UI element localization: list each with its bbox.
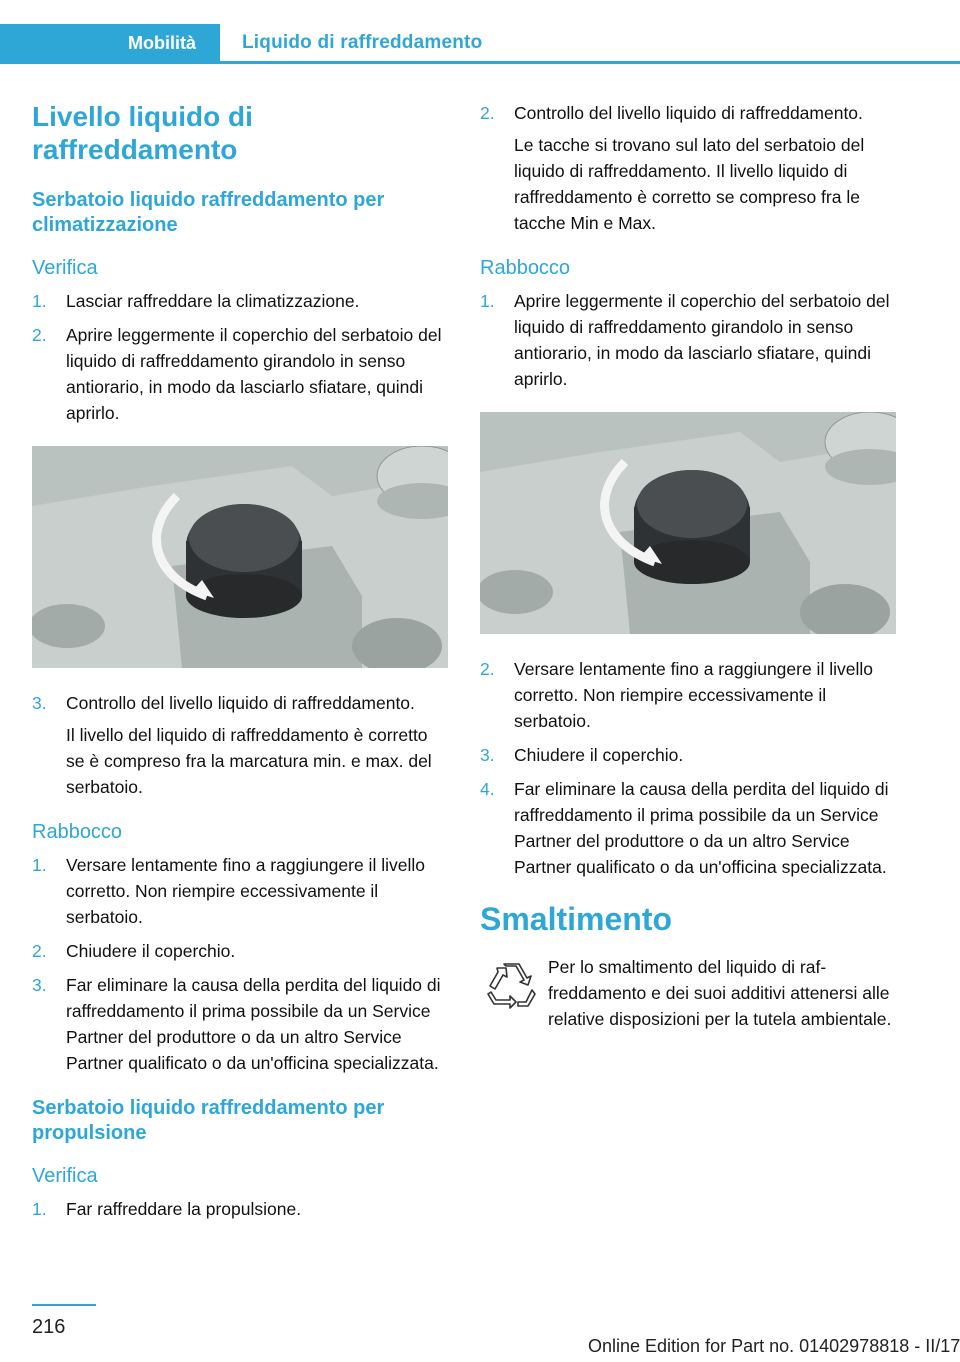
list-item <box>480 100 896 236</box>
steps-list <box>32 288 448 426</box>
step-number: 3. <box>32 693 47 713</box>
left-column <box>32 100 448 1242</box>
steps-list <box>480 100 896 236</box>
step-text: Far eliminare la causa della perdita del liquido di raffreddamento il prima possibile da un Service Partner del produttore o da un altro Service Partner qualificato o da un'officina specializzata. <box>514 779 889 877</box>
step-number: 2. <box>480 103 495 123</box>
step-number: 2. <box>32 941 47 961</box>
edition-note: Online Edition for Part no. 01402978818 - II/17 <box>588 1336 960 1356</box>
list-item <box>480 776 896 880</box>
step-number: 1. <box>32 291 47 311</box>
subheading-rabbocco: Rabbocco <box>32 821 123 843</box>
step-note: Il livello del liquido di raffreddamento è corretto se è compreso fra la marcatura min. e max. del serbatoio. <box>66 725 432 797</box>
disposal-note <box>480 954 896 1032</box>
step-number: 1. <box>32 1199 47 1219</box>
right-column <box>480 100 896 1032</box>
list-item <box>32 972 448 1076</box>
page-number: 216 <box>32 1316 66 1338</box>
step-number: 3. <box>32 975 47 995</box>
list-item <box>32 288 448 314</box>
page-title: Livello liquido di raffreddamento <box>32 101 253 165</box>
step-text: Chiudere il coperchio. <box>66 941 236 961</box>
step-text: Far raffreddare la propulsione. <box>66 1199 302 1219</box>
header-chapter-title: Liquido di raffreddamento <box>242 32 483 53</box>
steps-list <box>32 852 448 1076</box>
step-number: 1. <box>480 291 495 311</box>
header-rule <box>0 61 960 64</box>
steps-list <box>480 288 896 392</box>
step-text: Aprire leggermente il coperchio del serbatoio del liquido di raffreddamento girandolo in senso antiorario, in modo da lasciarlo sfiatare, quindi aprirlo. <box>514 291 890 389</box>
coolant-cap-photo <box>480 412 896 634</box>
subheading-rabbocco: Rabbocco <box>480 257 571 279</box>
list-item <box>32 938 448 964</box>
section-heading-propulsione: Serbatoio liquido raffreddamento per propulsione <box>32 1097 385 1144</box>
list-item <box>32 322 448 426</box>
step-text: Versare lentamente fino a raggiungere il livello corretto. Non riempire eccessivamente il serbatoio. <box>66 855 425 927</box>
list-item <box>480 656 896 734</box>
list-item <box>32 690 448 800</box>
step-text: Far eliminare la causa della perdita del liquido di raffreddamento il prima possibile da un Service Partner del produttore o da un altro Service Partner qualificato o da un'officina specializzata. <box>66 975 441 1073</box>
coolant-cap-photo <box>32 446 448 668</box>
recycle-icon <box>482 958 540 1016</box>
step-note: Le tacche si trovano sul lato del serbatoio del liquido di raffreddamento. Il livello liquido di raffreddamento è corretto se compreso fra le tacche Min e Max. <box>514 135 865 233</box>
subheading-verifica: Verifica <box>32 257 98 279</box>
step-text: Versare lentamente fino a raggiungere il livello corretto. Non riempire eccessivamente il serbatoio. <box>514 659 873 731</box>
section-heading-climatizzazione: Serbatoio liquido raffreddamento per climatizzazione <box>32 189 385 236</box>
list-item <box>32 852 448 930</box>
steps-list <box>480 656 896 880</box>
disposal-text: Per lo smaltimento del liquido di raffreddamento e dei suoi additivi attenersi alle relative disposizioni per la tutela ambientale. <box>548 957 892 1029</box>
list-item <box>32 1196 448 1222</box>
step-number: 1. <box>32 855 47 875</box>
footer-rule <box>32 1304 96 1306</box>
step-text: Controllo del livello liquido di raffreddamento. <box>514 103 863 123</box>
steps-list <box>32 1196 448 1222</box>
list-item <box>480 742 896 768</box>
section-heading-smaltimento: Smaltimento <box>480 901 673 937</box>
step-number: 2. <box>480 659 495 679</box>
step-number: 4. <box>480 779 495 799</box>
step-text: Controllo del livello liquido di raffreddamento. <box>66 693 415 713</box>
step-number: 3. <box>480 745 495 765</box>
subheading-verifica: Verifica <box>32 1165 98 1187</box>
step-number: 2. <box>32 325 47 345</box>
step-text: Lasciar raffreddare la climatizzazione. <box>66 291 360 311</box>
header-section-label: Mobilità <box>128 33 196 53</box>
step-text: Aprire leggermente il coperchio del serbatoio del liquido di raffreddamento girandolo in senso antiorario, in modo da lasciarlo sfiatare, quindi aprirlo. <box>66 325 442 423</box>
list-item <box>480 288 896 392</box>
step-text: Chiudere il coperchio. <box>514 745 684 765</box>
steps-list <box>32 690 448 800</box>
